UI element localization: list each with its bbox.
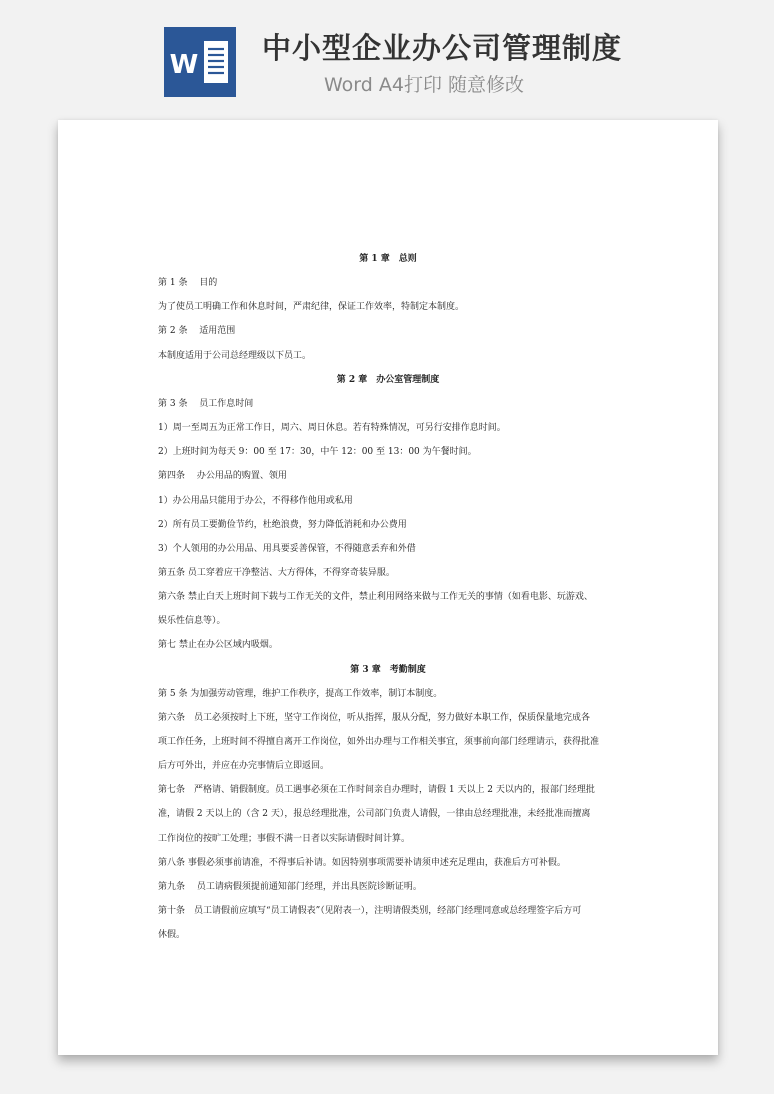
document-line: 第六条 禁止白天上班时间下载与工作无关的文件，禁止利用网络来做与工作无关的事情（如看电影、玩游戏、: [158, 592, 593, 603]
document-line: 第七 禁止在办公区域内吸烟。: [158, 640, 278, 651]
document-line: 第九条 员工请病假须提前通知部门经理，并出具医院诊断证明。: [158, 881, 422, 892]
document-line: 第 5 条 为加强劳动管理，维护工作秩序，提高工作效率，制订本制度。: [158, 688, 443, 699]
chapter-heading: 第 2 章 办公室管理制度: [336, 374, 440, 385]
document-line: 第 3 条 员工作息时间: [158, 398, 254, 409]
document-line: 第六条 员工必须按时上下班，坚守工作岗位，听从指挥，服从分配，努力做好本职工作，保质保量地完成各: [158, 712, 591, 723]
document-line: 2）上班时间为每天 9：00 至 17：30，中午 12：00 至 13：00 为午餐时间。: [158, 447, 477, 458]
document-line: 3）个人领用的办公用品、用具要妥善保管，不得随意丢弃和外借: [158, 543, 416, 554]
chapter-heading: 第 1 章 总则: [359, 254, 417, 264]
document-line: 第八条 事假必须事前请准，不得事后补请。如因特别事项需要补请须申述充足理由，获准后方可补假。: [158, 857, 566, 868]
header: [0, 0, 774, 112]
document-page: [58, 120, 718, 1055]
document-line: 2）所有员工要勤俭节约，杜绝浪费，努力降低消耗和办公费用: [158, 519, 407, 530]
document-line: 本制度适用于公司总经理级以下员工。: [158, 350, 312, 361]
document-line: 第 1 条 目的: [158, 278, 218, 289]
page-subtitle: Word A4打印 随意修改: [324, 74, 525, 96]
document-line: 为了使员工明确工作和休息时间，严肃纪律，保证工作效率，特制定本制度。: [158, 302, 465, 313]
document-line: 第十条 员工请假前应填写“员工请假表”（见附表一），注明请假类别，经部门经理同意或总经理签字后方可: [158, 906, 582, 917]
word-icon: [164, 27, 236, 97]
document-line: 第四条 办公用品的购置、领用: [158, 471, 287, 482]
word-icon-letter: W: [169, 50, 199, 80]
document-line: 休假。: [158, 930, 186, 941]
document-line: 第 2 条 适用范围: [158, 326, 236, 337]
document-line: 第七条 严格请、销假制度。员工遇事必须在工作时间亲自办理时，请假 1 天以上 2 天以内的，报部门经理批: [158, 785, 595, 796]
document-line: 工作岗位的按旷工处理；事假不满一日者以实际请假时间计算。: [158, 833, 411, 844]
chapter-heading: 第 3 章 考勤制度: [350, 664, 426, 675]
document-line: 准，请假 2 天以上的（含 2 天），报总经理批准，公司部门负责人请假，一律由总经理批准，未经批准而擅离: [158, 809, 591, 820]
document-line: 项工作任务，上班时间不得擅自离开工作岗位，如外出办理与工作相关事宜，须事前向部门经理请示，获得批准: [158, 737, 600, 747]
watermark: [83, 467, 146, 530]
document-line: 第五条 员工穿着应干净整洁、大方得体，不得穿奇装异服。: [158, 567, 395, 578]
document-line: 后方可外出，并应在办完事情后立即返回。: [158, 761, 330, 772]
document-line: 1）周一至周五为正常工作日，周六、周日休息。若有特殊情况，可另行安排作息时间。: [158, 423, 506, 434]
page-title: 中小型企业办公司管理制度: [262, 31, 623, 65]
document-line: 娱乐性信息等）。: [158, 616, 226, 627]
document-line: 1）办公用品只能用于办公，不得移作他用或私用: [158, 495, 353, 506]
